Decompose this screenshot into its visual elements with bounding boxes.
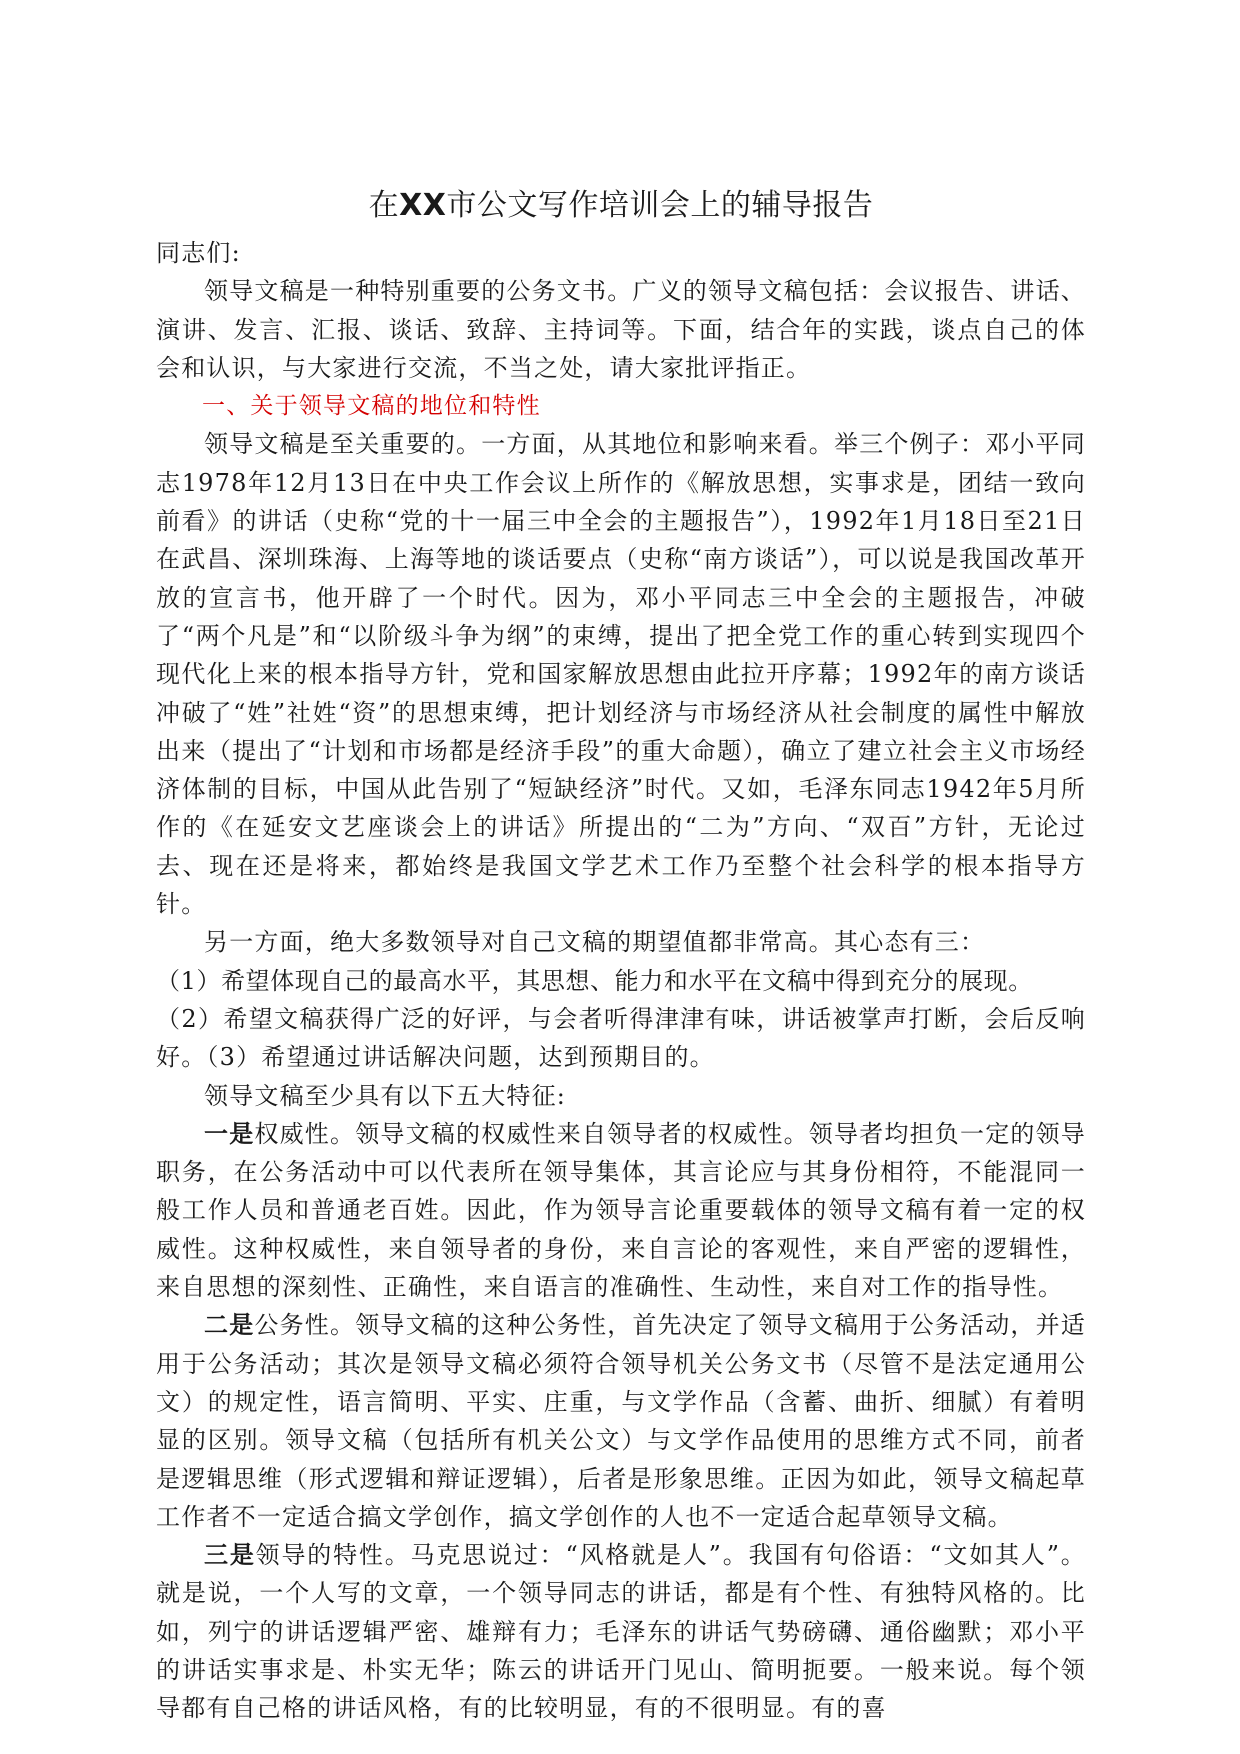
expectation-item-1: （1）希望体现自己的最高水平，其思想、能力和水平在文稿中得到充分的展现。 <box>156 966 1033 995</box>
title-xx: XX <box>399 188 447 223</box>
feature-2-text: 公务性。领导文稿的这种公务性，首先决定了领导文稿用于公务活动，并适用于公务活动；其次是领导文稿必须符合领导机关公务文书（尽管不是法定通用公文）的规定性，语言简明、平实、庄重，与文学作品（含蓄、曲折、细腻）有着明显的区别。领导文稿（包括所有机关公文）与文学作品使用的思维方式不同，前者是逻辑思维（形式逻辑和辩证逻辑），后者是形象思维。正因为如此，领导文稿起草工作者不一定适合搞文学创作，搞文学创作的人也不一定适合起草领导文稿。 <box>156 1311 1087 1531</box>
intro-paragraph: 领导文稿是一种特别重要的公务文书。广义的领导文稿包括：会议报告、讲话、演讲、发言、汇报、谈话、致辞、主持词等。下面，结合年的实践，谈点自己的体会和认识，与大家进行交流，不当之处，请大家批评指正。 <box>156 277 1086 382</box>
section-heading: 一、关于领导文稿的地位和特性 <box>202 393 541 420</box>
feature-2-lead: 二是 <box>204 1311 255 1340</box>
feature-2-paragraph <box>156 1306 1086 1536</box>
feature-1-paragraph <box>156 1115 1086 1306</box>
feature-3-text: 领导的特性。马克思说过：“风格就是人”。我国有句俗语：“文如其人”。就是说，一个人写的文章，一个领导同志的讲话，都是有个性、有独特风格的。比如，列宁的讲话逻辑严密、雄辩有力；毛泽东的讲话气势磅礴、通俗幽默；邓小平的讲话实事求是、朴实无华；陈云的讲话开门见山、简明扼要。一般来说。每个领导都有自己格的讲话风格，有的比较明显，有的不很明显。有的喜 <box>156 1541 1086 1723</box>
document-title <box>156 186 1086 226</box>
feature-1-text: 权威性。领导文稿的权威性来自领导者的权威性。领导者均担负一定的领导职务，在公务活动中可以代表所在领导集体，其言论应与其身份相符，不能混同一般工作人员和普通老百姓。因此，作为领导言论重要载体的领导文稿有着一定的权威性。这种权威性，来自领导者的身份，来自言论的客观性，来自严密的逻辑性，来自思想的深刻性、正确性，来自语言的准确性、生动性，来自对工作的指导性。 <box>156 1119 1087 1302</box>
feature-3-paragraph <box>156 1536 1086 1727</box>
expectation-items-2-3: （2）希望文稿获得广泛的好评，与会者听得津津有味，讲话被掌声打断，会后反响好。（3）希望通过讲话解决问题，达到预期目的。 <box>156 1004 1086 1072</box>
feature-3-lead: 三是 <box>204 1541 256 1570</box>
salutation: 同志们: <box>156 239 241 267</box>
document-page <box>156 186 1086 1728</box>
title-prefix: 在 <box>368 188 400 223</box>
expectation-paragraph: 另一方面，绝大多数领导对自己文稿的期望值都非常高。其心态有三： <box>204 928 986 957</box>
feature-1-lead: 一是 <box>204 1119 255 1148</box>
title-suffix: 市公文写作培训会上的辅导报告 <box>446 188 874 223</box>
features-intro: 领导文稿至少具有以下五大特征: <box>204 1081 567 1110</box>
status-paragraph: 领导文稿是至关重要的。一方面，从其地位和影响来看。举三个例子：邓小平同志1978年12月13日在中央工作会议上所作的《解放思想，实事求是，团结一致向前看》的讲话（史称“党的十一届三中全会的主题报告”），1992年1月18日至21日在武昌、深圳珠海、上海等地的谈话要点（史称“南方谈话”），可以说是我国改革开放的宣言书，他开辟了一个时代。因为，邓小平同志三中全会的主题报告，冲破了“两个凡是”和“以阶级斗争为纲”的束缚，提出了把全党工作的重心转到实现四个现代化上来的根本指导方针，党和国家解放思想由此拉开序幕；1992年的南方谈话冲破了“姓”社姓“资”的思想束缚，把计划经济与市场经济从社会制度的属性中解放出来（提出了“计划和市场都是经济手段”的重大命题），确立了建立社会主义市场经济体制的目标，中国从此告别了“短缺经济”时代。又如，毛泽东同志1942年5月所作的《在延安文艺座谈会上的讲话》所提出的“二为”方向、“双百”方针，无论过去、现在还是将来，都始终是我国文学艺术工作乃至整个社会科学的根本指导方针。 <box>156 430 1086 919</box>
